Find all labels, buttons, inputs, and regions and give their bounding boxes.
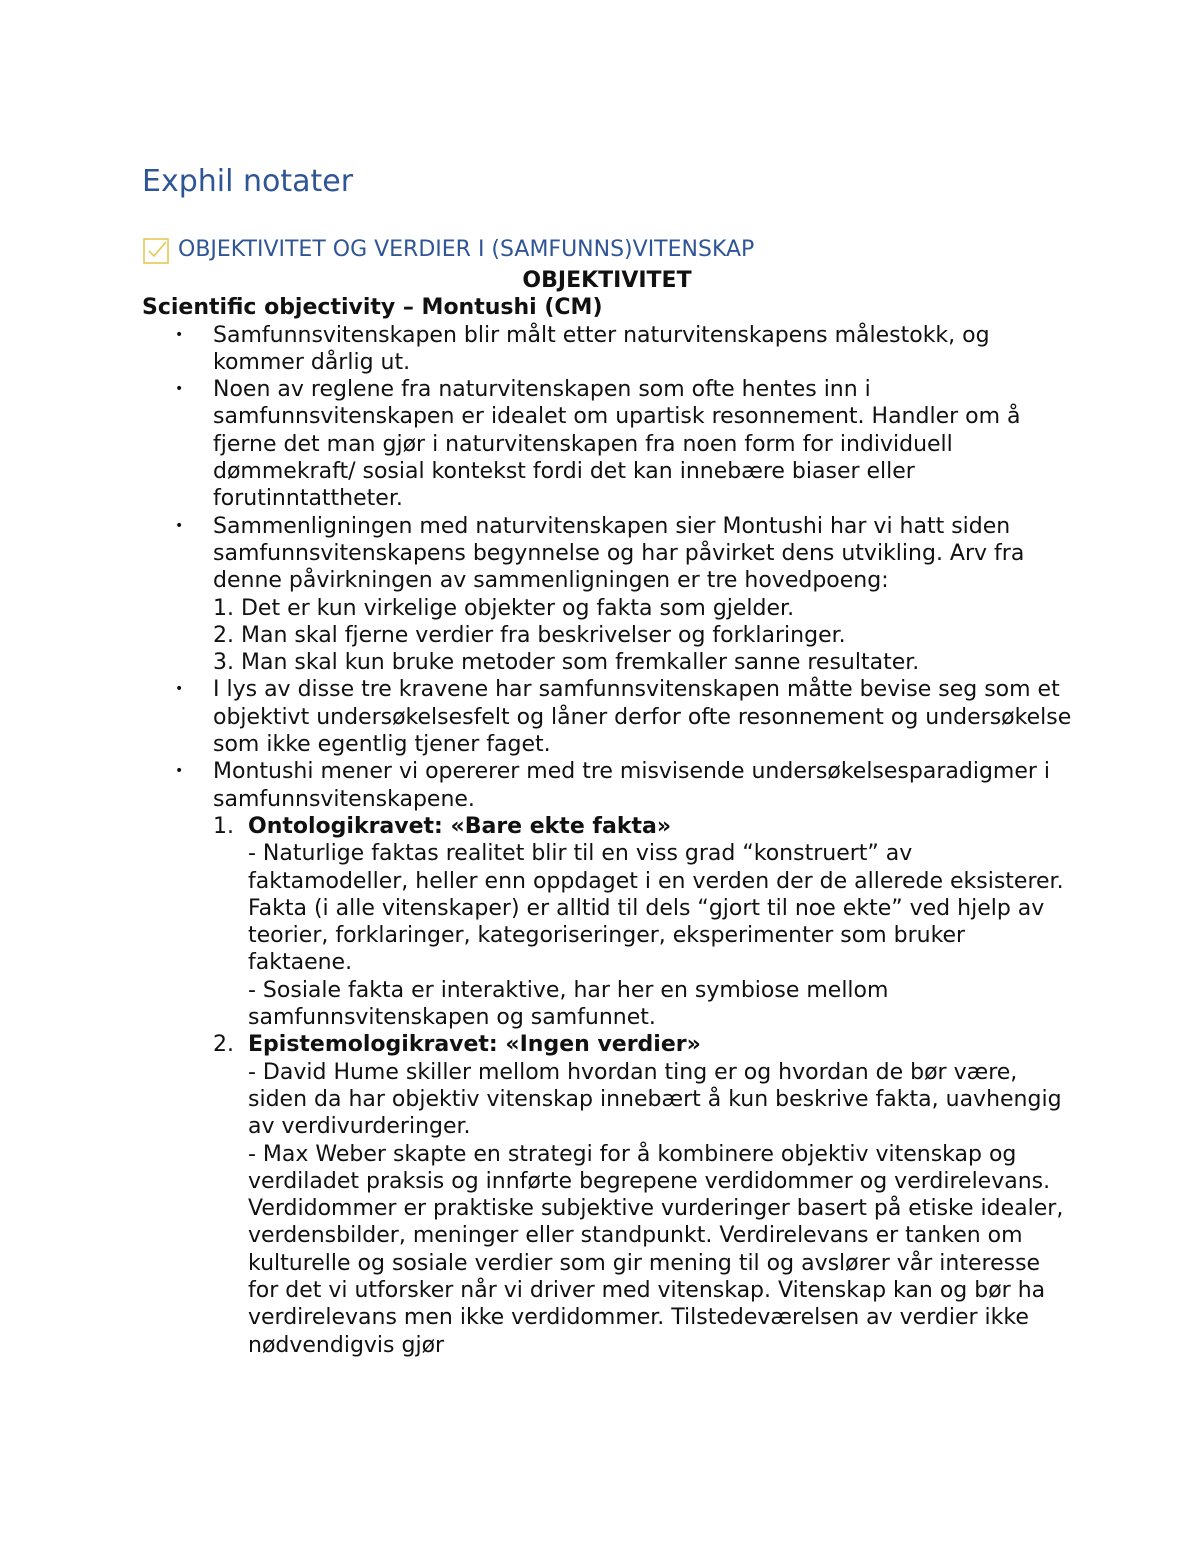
list-item <box>142 513 1072 677</box>
paradigm-list <box>213 813 1072 1359</box>
point-line: 1. Det er kun virkelige objekter og fakta som gjelder. <box>213 595 795 621</box>
paradigm-title: Ontologikravet: «Bare ekte fakta» <box>248 813 672 839</box>
bullet-text: I lys av disse tre kravene har samfunnsvitenskapen måtte bevise seg som et objektivt undersøkelsesfelt og låner derfor ofte resonnement og undersøkelse som ikke egentlig tjener faget. <box>213 677 1072 758</box>
paradigm-title: Epistemologikravet: «Ingen verdier» <box>248 1032 701 1058</box>
paradigm-item <box>213 1031 1072 1359</box>
subheading: Scientific objectivity – Montushi (CM) <box>142 295 603 321</box>
section-heading-text: OBJEKTIVITET OG VERDIER I (SAMFUNNS)VITENSKAP <box>178 237 755 262</box>
paradigm-line: - David Hume skiller mellom hvordan ting er og hvordan de bør være, siden da har objektiv vitenskap innebært å kun beskrive fakta, uavhengig av verdivurderinger. <box>248 1059 1062 1140</box>
bullet-list <box>142 322 1072 1359</box>
list-item <box>142 322 1072 377</box>
paradigm-number: 2. <box>213 1032 234 1058</box>
bullet-text: Samfunnsvitenskapen blir målt etter naturvitenskapens målestokk, og kommer dårlig ut. <box>213 322 990 375</box>
list-item <box>142 758 1072 1359</box>
document-body <box>142 267 1072 1359</box>
paradigm-line: - Naturlige faktas realitet blir til en viss grad “konstruert” av faktamodeller, heller enn oppdaget i en verden der de allerede eksisterer. Fakta (i alle vitenskaper) er alltid til dels “gjort til noe ekte” ved hjelp av teorier, forklaringer, kategoriseringer, eksperimenter som bruker faktaene. <box>248 841 1064 976</box>
point-line: 2. Man skal fjerne verdier fra beskrivelser og forklaringer. <box>213 622 846 648</box>
bullet-text: Montushi mener vi opererer med tre misvisende undersøkelsesparadigmer i samfunnsvitenskapene. <box>213 759 1051 812</box>
list-item <box>142 676 1072 758</box>
point-line: 3. Man skal kun bruke metoder som fremkaller sanne resultater. <box>213 650 920 676</box>
list-item <box>142 376 1072 512</box>
center-title: OBJEKTIVITET <box>522 268 692 293</box>
paradigm-number: 1. <box>213 813 234 839</box>
paradigm-line: - Sosiale fakta er interaktive, har her en symbiose mellom samfunnsvitenskapen og samfunnet. <box>248 977 889 1031</box>
bullet-text: Sammenligningen med naturvitenskapen sier Montushi har vi hatt siden samfunnsvitenskapens begynnelse og har påvirket dens utvikling. Arv fra denne påvirkningen av sammenligningen er tre hovedpoeng: <box>213 513 1025 594</box>
checkbox-checked-icon <box>142 235 172 265</box>
paradigm-item <box>213 813 1072 1031</box>
section-heading <box>142 232 754 268</box>
bullet-text: Noen av reglene fra naturvitenskapen som ofte hentes inn i samfunnsvitenskapen er idealet om upartisk resonnement. Handler om å fjerne det man gjør i naturvitenskapen fra noen form for individuell dømmekraft/ sosial kontekst fordi det kan innebære biaser eller forutinntattheter. <box>213 377 1021 512</box>
document-title: Exphil notater <box>142 164 354 199</box>
paradigm-line: - Max Weber skapte en strategi for å kombinere objektiv vitenskap og verdiladet praksis og innførte begrepene verdidommer og verdirelevans. Verdidommer er praktiske subjektive vurderinger basert på etiske idealer, verdensbilder, meninger eller standpunkt. Verdirelevans er tanken om kulturelle og sosiale verdier som gir mening til og avslører vår interesse for det vi utforsker når vi driver med vitenskap. Vitenskap kan og bør ha verdirelevans men ikke verdidommer. Tilstedeværelsen av verdier ikke nødvendigvis gjør <box>248 1141 1064 1358</box>
